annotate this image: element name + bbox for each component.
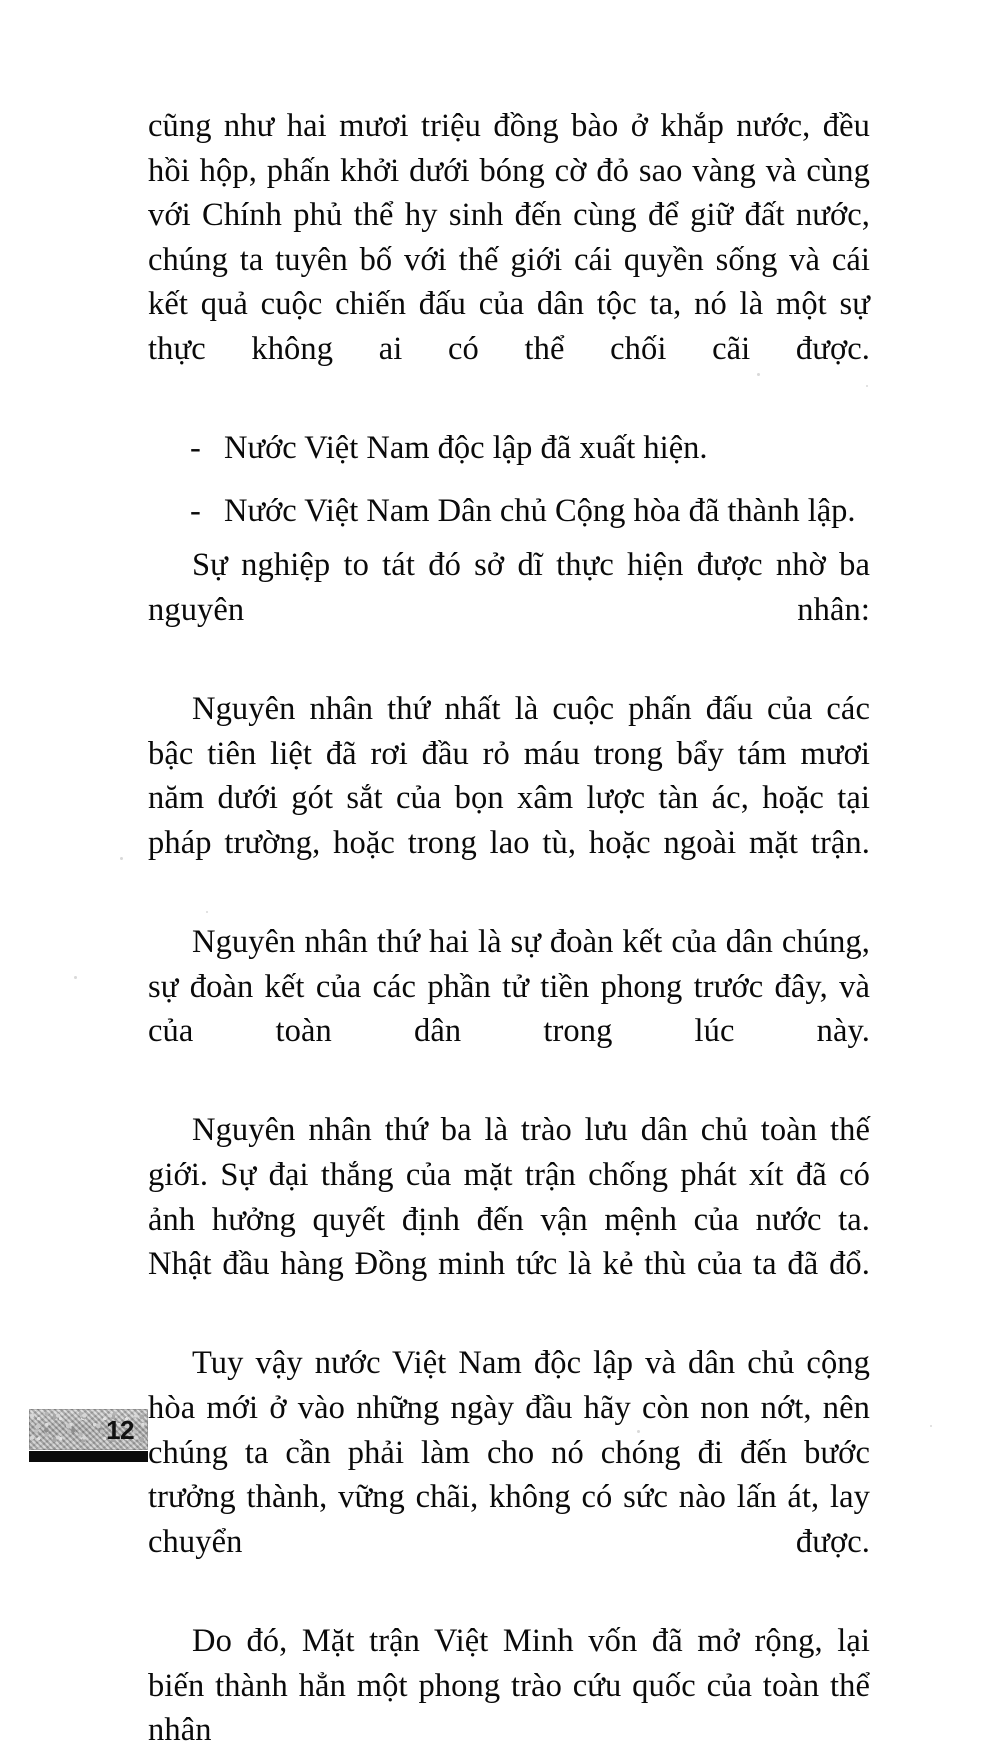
page-number-badge bbox=[29, 1409, 148, 1462]
page-number-underbar bbox=[29, 1451, 148, 1462]
spacer bbox=[148, 1098, 870, 1108]
spacer bbox=[148, 533, 870, 543]
bullet-dash-marker: - bbox=[190, 492, 201, 529]
page-number-plate bbox=[29, 1409, 148, 1450]
paragraph-opening: cũng như hai mươi triệu đồng bào ở khắp nước, đều hồi hộp, phấn khởi dưới bóng cờ đỏ sao vàng và cùng với Chính phủ thể hy sinh đến cùng để giữ đất nước, chúng ta tuyên bố với thế giới cái quyền sống và cái kết quả cuộc chiến đấu của dân tộc ta, nó là một sự thực không ai có thể chối cãi được. bbox=[148, 108, 870, 367]
paragraph-viet-minh-front: Do đó, Mặt trận Việt Minh vốn đã mở rộng, lại biến thành hẳn một phong trào cứu quốc của toàn thể nhân bbox=[148, 1623, 870, 1749]
bullet-list bbox=[148, 426, 870, 533]
spacer bbox=[148, 416, 870, 426]
paragraph-three-causes-intro: Sự nghiệp to tát đó sở dĩ thực hiện được nhờ ba nguyên nhân: bbox=[148, 547, 870, 628]
page-number-label: 12 bbox=[106, 1414, 134, 1445]
list-item-label: Nước Việt Nam độc lập đã xuất hiện. bbox=[224, 430, 708, 467]
paragraph-third-cause: Nguyên nhân thứ ba là trào lưu dân chủ toàn thế giới. Sự đại thắng của mặt trận chống phát xít đã có ảnh hưởng quyết định đến vận mệnh của nước ta. Nhật đầu hàng Đồng minh tức là kẻ thù của ta đã đổ. bbox=[148, 1112, 870, 1283]
bullet-dash-marker: - bbox=[190, 430, 201, 467]
spacer bbox=[148, 677, 870, 687]
paragraph-first-cause: Nguyên nhân thứ nhất là cuộc phấn đấu của các bậc tiên liệt đã rơi đầu rỏ máu trong bẩy tám mươi năm dưới gót sắt của bọn xâm lược tàn ác, hoặc tại pháp trường, hoặc trong lao tù, hoặc ngoài mặt trận. bbox=[148, 691, 870, 861]
spacer bbox=[148, 1609, 870, 1619]
list-item bbox=[148, 489, 870, 534]
list-item-label: Nước Việt Nam Dân chủ Cộng hòa đã thành lập. bbox=[224, 492, 856, 529]
scan-speck bbox=[74, 976, 77, 979]
spacer bbox=[148, 1331, 870, 1341]
list-item bbox=[148, 426, 870, 471]
scan-speck bbox=[120, 857, 123, 860]
paragraph-young-republic: Tuy vậy nước Việt Nam độc lập và dân chủ cộng hòa mới ở vào những ngày đầu hãy còn non nớt, nên chúng ta cần phải làm cho nó chóng đi đến bước trưởng thành, vững chãi, không có sức nào lấn át, lay chuyển được. bbox=[148, 1345, 870, 1560]
spacer bbox=[148, 910, 870, 920]
paragraph-second-cause: Nguyên nhân thứ hai là sự đoàn kết của dân chúng, sự đoàn kết của các phần tử tiền phong trước đây, và của toàn dân trong lúc này. bbox=[148, 924, 870, 1050]
scan-speck bbox=[930, 1425, 932, 1427]
page-text-column bbox=[148, 104, 870, 1753]
